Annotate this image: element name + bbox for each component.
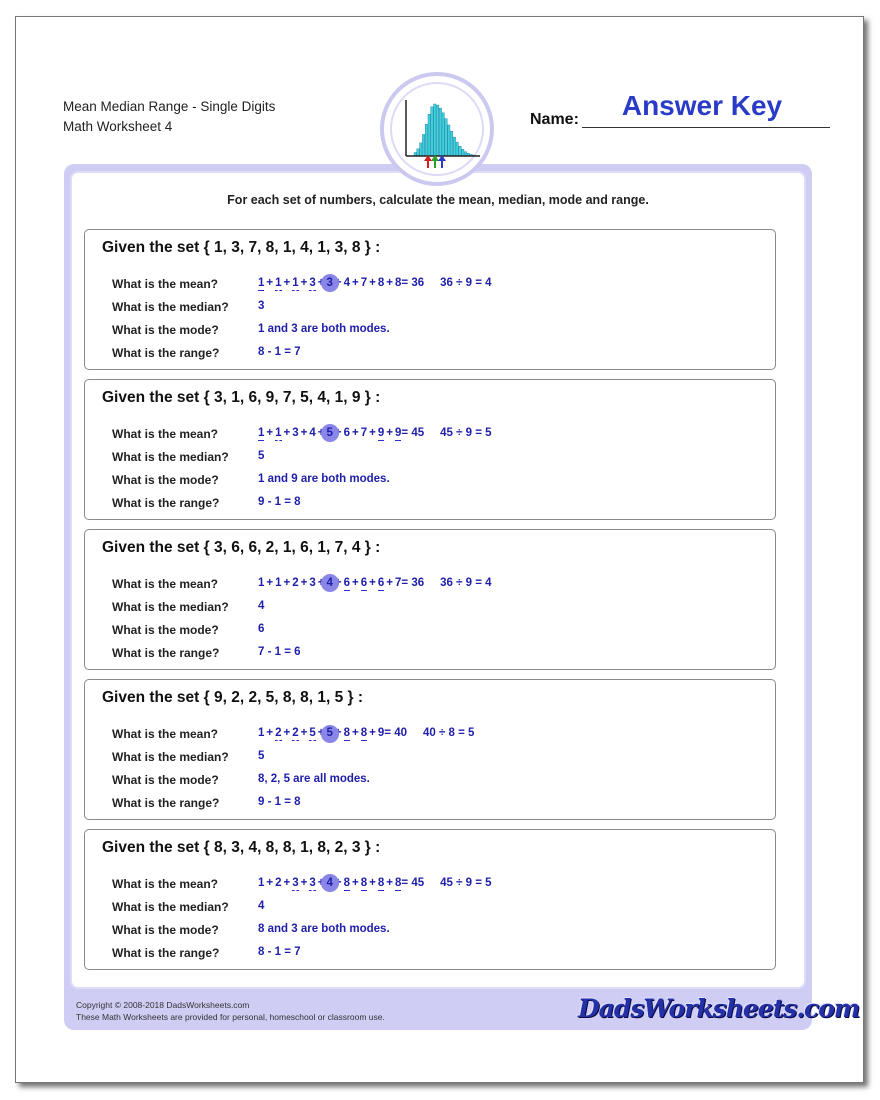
sum-term: 7 xyxy=(360,427,368,439)
sum-term: 7 xyxy=(395,577,402,589)
sum-term: 8 xyxy=(360,877,368,889)
mean-answer: 1 + 2 + 2 + 5 + 5 + 8 + 8 + 9= 40 40 ÷ 8 = 5 xyxy=(258,727,475,739)
question-mode: What is the mode? xyxy=(112,473,219,487)
sum-term: 1 xyxy=(275,427,282,439)
median-answer: 3 xyxy=(258,300,265,312)
question-median: What is the median? xyxy=(112,300,229,314)
sum-term: 3 xyxy=(309,577,316,589)
question-mean: What is the mean? xyxy=(112,727,219,741)
sum-term: 1 xyxy=(275,277,282,289)
sum-term: 6 xyxy=(343,427,351,439)
histogram-bar xyxy=(420,143,422,156)
problem-title: Given the set { 3, 1, 6, 9, 7, 5, 4, 1, 9 } : xyxy=(102,389,381,406)
question-mode: What is the mode? xyxy=(112,773,219,787)
question-median: What is the median? xyxy=(112,750,229,764)
sum-term: 2 xyxy=(292,727,299,739)
answer-key: Answer Key xyxy=(621,90,783,121)
sum-term: 1 xyxy=(258,877,265,889)
problem-card xyxy=(84,529,776,670)
sum-term: 4 xyxy=(309,427,316,439)
histogram-bar xyxy=(422,134,424,156)
worksheet-header xyxy=(63,97,275,137)
histogram-bar xyxy=(462,149,464,156)
mean-division: 36 ÷ 9 = 4 xyxy=(440,277,492,289)
sum-term: 6 xyxy=(343,577,351,589)
sum-term: 3 xyxy=(309,877,316,889)
sum-term: 9 xyxy=(377,727,385,739)
question-mean: What is the mean? xyxy=(112,877,219,891)
range-answer: 9 - 1 = 8 xyxy=(258,496,301,508)
worksheet-title: Mean Median Range - Single Digits xyxy=(63,99,276,114)
sum-term: 5 xyxy=(309,727,316,739)
name-label: Name: xyxy=(530,111,579,128)
problem-title: Given the set { 8, 3, 4, 8, 8, 1, 8, 2, 3 } : xyxy=(102,839,381,856)
histogram-bar xyxy=(417,149,419,156)
sum-term: 9 xyxy=(395,427,402,439)
histogram-icon xyxy=(384,76,490,182)
sum-term: 5 xyxy=(326,727,333,739)
name-line xyxy=(582,127,830,128)
problem-title: Given the set { 3, 6, 6, 2, 1, 6, 1, 7, 4 } : xyxy=(102,539,381,556)
sum-term: 9 xyxy=(377,427,385,439)
median-answer: 4 xyxy=(258,900,265,912)
mean-division: 40 ÷ 8 = 5 xyxy=(422,727,475,739)
sum-term: 3 xyxy=(309,277,316,289)
question-median: What is the median? xyxy=(112,450,229,464)
sum-result: = 40 xyxy=(384,727,407,739)
worksheet-subtitle: Math Worksheet 4 xyxy=(63,119,173,134)
sum-term: 8 xyxy=(343,877,351,889)
question-range: What is the range? xyxy=(112,496,220,510)
question-range: What is the range? xyxy=(112,946,220,960)
sum-result: = 45 xyxy=(401,427,425,439)
mode-answer: 6 xyxy=(258,623,265,635)
histogram-bar xyxy=(425,124,427,156)
mode-answer: 8, 2, 5 are all modes. xyxy=(258,773,370,785)
sum-term: 1 xyxy=(275,577,282,589)
sum-term: 3 xyxy=(326,277,333,289)
mode-answer: 1 and 3 are both modes. xyxy=(258,323,390,335)
usage-note: These Math Worksheets are provided for personal, homeschool or classroom use. xyxy=(76,1012,385,1022)
histogram-bar xyxy=(445,119,447,156)
problem-card xyxy=(84,229,776,370)
histogram-bar xyxy=(459,146,461,156)
sum-result: = 36 xyxy=(401,577,425,589)
mode-answer: 8 and 3 are both modes. xyxy=(258,923,390,935)
histogram-bar xyxy=(434,104,436,156)
problem-title: Given the set { 1, 3, 7, 8, 1, 4, 1, 3, 8 } : xyxy=(102,239,381,256)
mean-division: 45 ÷ 9 = 5 xyxy=(440,427,492,439)
question-mode: What is the mode? xyxy=(112,923,219,937)
sum-term: 1 xyxy=(258,277,265,289)
sum-term: 1 xyxy=(258,427,265,439)
median-answer: 5 xyxy=(258,750,265,762)
question-mode: What is the mode? xyxy=(112,623,219,637)
instructions: For each set of numbers, calculate the mean, median, mode and range. xyxy=(227,193,649,207)
question-mean: What is the mean? xyxy=(112,277,219,291)
sum-term: 6 xyxy=(377,577,385,589)
question-median: What is the median? xyxy=(112,900,229,914)
problem-title: Given the set { 9, 2, 2, 5, 8, 8, 1, 5 } : xyxy=(102,689,364,706)
range-answer: 8 - 1 = 7 xyxy=(258,346,301,358)
question-range: What is the range? xyxy=(112,646,220,660)
sum-term: 8 xyxy=(395,877,402,889)
sum-term: 3 xyxy=(292,877,299,889)
sum-term: 1 xyxy=(292,277,299,289)
mean-division: 45 ÷ 9 = 5 xyxy=(440,877,492,889)
sum-term: 6 xyxy=(360,577,368,589)
sum-term: 2 xyxy=(292,577,299,589)
sum-term: 8 xyxy=(360,727,368,739)
footer-text xyxy=(76,999,385,1023)
range-answer: 8 - 1 = 7 xyxy=(258,946,301,958)
histogram-bar xyxy=(448,125,450,156)
sum-result: = 45 xyxy=(401,877,425,889)
histogram-logo xyxy=(380,72,494,186)
sum-term: 8 xyxy=(395,277,402,289)
question-range: What is the range? xyxy=(112,796,220,810)
sum-term: 1 xyxy=(258,577,265,589)
question-mean: What is the mean? xyxy=(112,427,219,441)
sum-term: 8 xyxy=(343,727,351,739)
copyright: Copyright © 2008-2018 DadsWorksheets.com xyxy=(76,1000,250,1010)
range-answer: 7 - 1 = 6 xyxy=(258,646,301,658)
sum-term: 8 xyxy=(377,877,385,889)
problem-card xyxy=(84,679,776,820)
median-answer: 5 xyxy=(258,450,265,462)
median-answer: 4 xyxy=(258,600,265,612)
histogram-bar xyxy=(439,108,441,156)
mean-answer: 1 + 2 + 3 + 3 + 4 + 8 + 8 + 8 + 8= 45 45 ÷ 9 = 5 xyxy=(258,877,492,889)
dadsworksheets-logo: DadsWorksheets.com xyxy=(578,994,860,1023)
sum-term: 7 xyxy=(360,277,368,289)
mean-answer: 1 + 1 + 2 + 3 + 4 + 6 + 6 + 6 + 7= 36 36 ÷ 9 = 4 xyxy=(258,577,492,589)
sum-term: 5 xyxy=(326,427,333,439)
mean-answer: 1 + 1 + 1 + 3 + 3 + 4 + 7 + 8 + 8= 36 36 ÷ 9 = 4 xyxy=(258,277,492,289)
histogram-bar xyxy=(442,113,444,156)
problem-card xyxy=(84,379,776,520)
question-mean: What is the mean? xyxy=(112,577,219,591)
sum-term: 2 xyxy=(275,877,282,889)
sum-term: 1 xyxy=(258,727,265,739)
histogram-bar xyxy=(428,114,430,156)
question-mode: What is the mode? xyxy=(112,323,219,337)
sum-term: 3 xyxy=(292,427,299,439)
range-answer: 9 - 1 = 8 xyxy=(258,796,301,808)
histogram-bar xyxy=(450,131,452,156)
problem-card xyxy=(84,829,776,970)
question-range: What is the range? xyxy=(112,346,220,360)
histogram-bar xyxy=(456,142,458,156)
mode-answer: 1 and 9 are both modes. xyxy=(258,473,390,485)
histogram-bar xyxy=(431,107,433,156)
question-median: What is the median? xyxy=(112,600,229,614)
sum-term: 4 xyxy=(326,577,333,589)
sum-term: 2 xyxy=(275,727,282,739)
sum-result: = 36 xyxy=(401,277,425,289)
sum-term: 8 xyxy=(377,277,385,289)
histogram-bar xyxy=(436,105,438,156)
histogram-bar xyxy=(453,137,455,156)
mean-answer: 1 + 1 + 3 + 4 + 5 + 6 + 7 + 9 + 9= 45 45 ÷ 9 = 5 xyxy=(258,427,492,439)
sum-term: 4 xyxy=(326,877,333,889)
sum-term: 4 xyxy=(343,277,351,289)
mean-division: 36 ÷ 9 = 4 xyxy=(440,577,492,589)
